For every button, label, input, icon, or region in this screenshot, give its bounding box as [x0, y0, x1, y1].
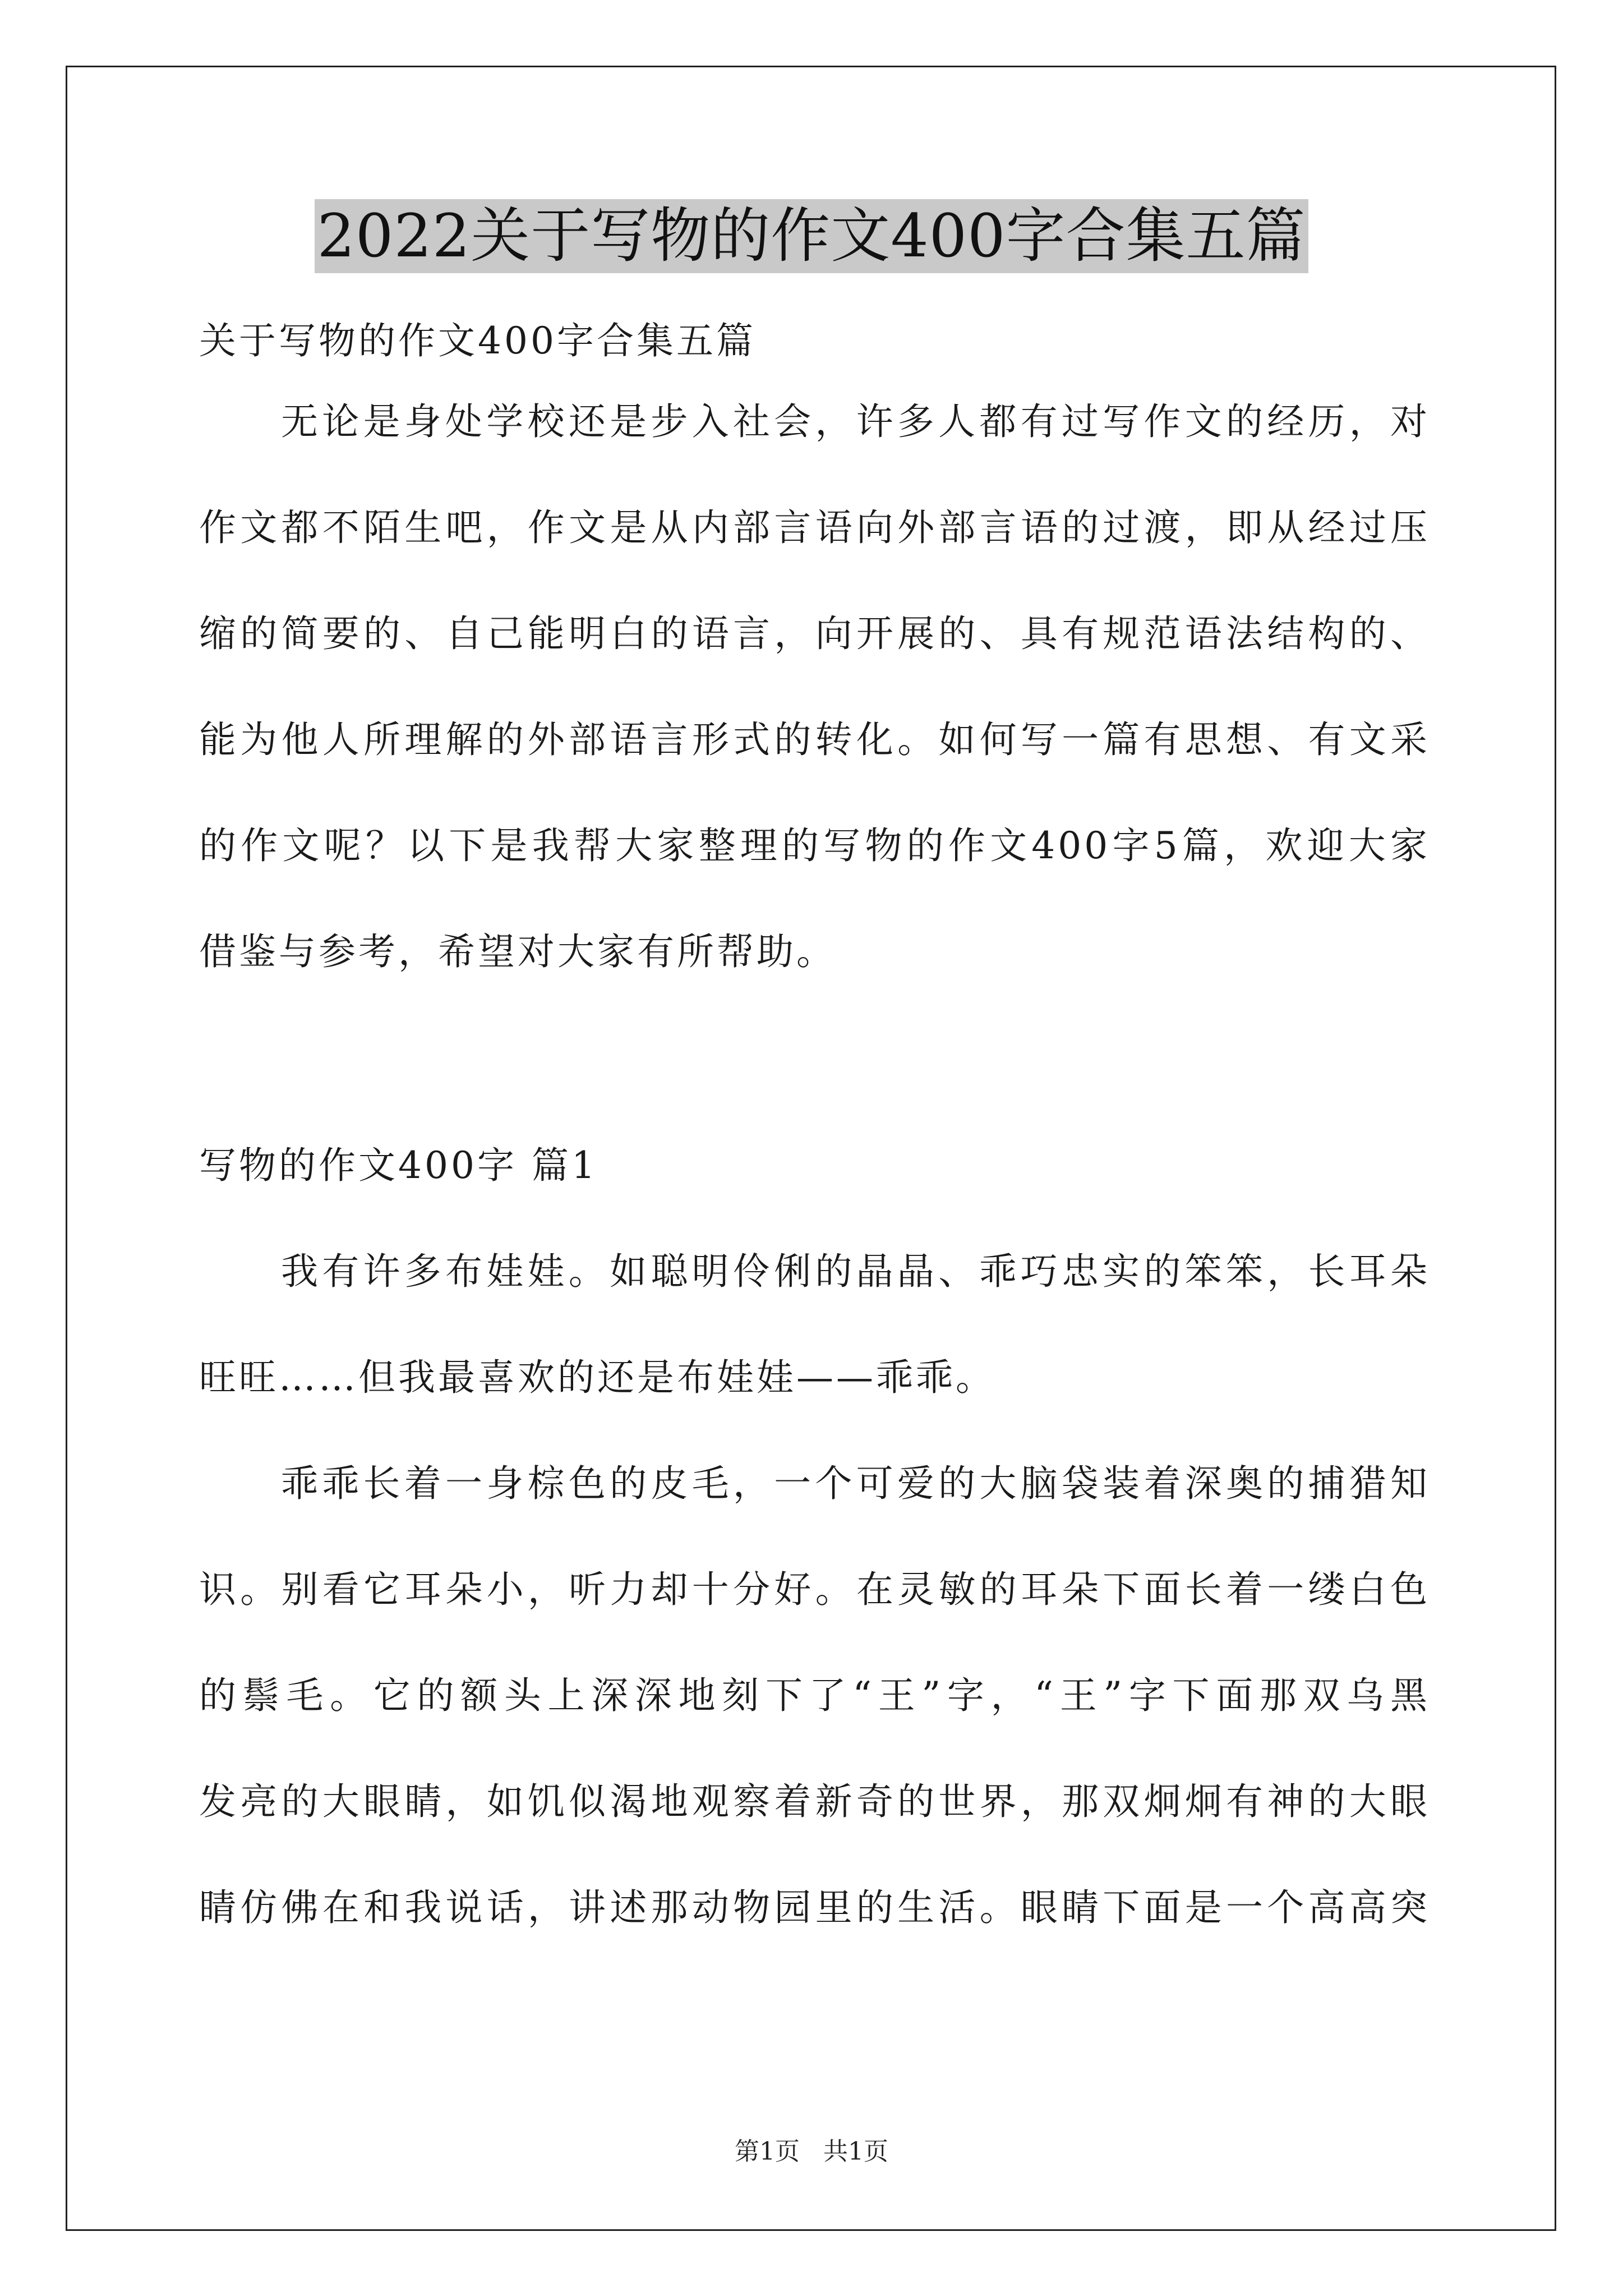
spacer — [199, 1617, 1430, 1669]
paragraph-line: 的鬃毛。它的额头上深深地刻下了“王”字，“王”字下面那双乌黑 — [199, 1674, 1430, 1717]
title-container — [0, 199, 1623, 273]
spacer — [199, 368, 1430, 395]
intro-line: 的作文呢？以下是我帮大家整理的写物的作文400字5篇，欢迎大家 — [199, 824, 1430, 867]
paragraph-line: 我有许多布娃娃。如聪明伶俐的晶晶、乖巧忠实的笨笨，长耳朵 — [281, 1250, 1430, 1293]
intro-line: 借鉴与参考，希望对大家有所帮助。 — [199, 930, 836, 973]
document-title: 2022关于写物的作文400字合集五篇 — [315, 199, 1308, 273]
document-body — [199, 314, 1430, 1935]
section-heading: 写物的作文400字 篇1 — [199, 1144, 598, 1187]
spacer — [199, 1405, 1430, 1457]
paragraph-line: 乖乖长着一身棕色的皮毛，一个可爱的大脑袋装着深奥的捕猎知 — [281, 1462, 1430, 1505]
spacer — [199, 873, 1430, 925]
spacer — [199, 979, 1430, 1139]
paragraph-line: 发亮的大眼睛，如饥似渴地观察着新奇的世界，那双炯炯有神的大眼 — [199, 1780, 1430, 1823]
paragraph-line: 旺旺……但我最喜欢的还是布娃娃——乖乖。 — [199, 1356, 995, 1399]
intro-line: 能为他人所理解的外部语言形式的转化。如何写一篇有思想、有文采 — [199, 718, 1430, 761]
spacer — [199, 1299, 1430, 1351]
document-subtitle: 关于写物的作文400字合集五篇 — [199, 319, 756, 362]
spacer — [199, 449, 1430, 501]
spacer — [199, 555, 1430, 607]
paragraph-line: 睛仿佛在和我说话，讲述那动物园里的生活。眼睛下面是一个高高突 — [199, 1886, 1430, 1929]
spacer — [199, 1511, 1430, 1563]
spacer — [199, 1193, 1430, 1245]
spacer — [199, 661, 1430, 713]
paragraph-line: 识。别看它耳朵小，听力却十分好。在灵敏的耳朵下面长着一缕白色 — [199, 1568, 1430, 1611]
intro-line: 缩的简要的、自己能明白的语言，向开展的、具有规范语法结构的、 — [199, 612, 1430, 655]
page-footer — [0, 2136, 1623, 2168]
page-total: 共1页 — [823, 2137, 888, 2166]
spacer — [199, 767, 1430, 819]
spacer — [199, 1723, 1430, 1775]
intro-line: 无论是身处学校还是步入社会，许多人都有过写作文的经历，对 — [281, 400, 1430, 443]
page-number: 第1页 — [735, 2137, 800, 2166]
spacer — [199, 1829, 1430, 1881]
intro-line: 作文都不陌生吧，作文是从内部言语向外部言语的过渡，即从经过压 — [199, 506, 1430, 549]
